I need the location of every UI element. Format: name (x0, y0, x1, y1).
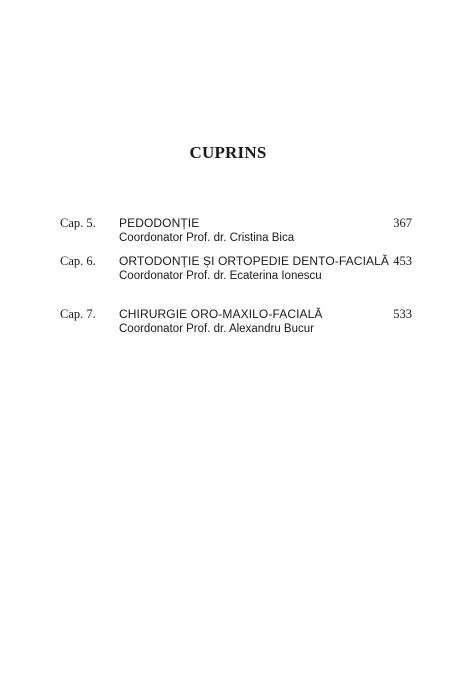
chapter-page-number: 453 (393, 254, 412, 268)
page-title: CUPRINS (189, 143, 267, 162)
toc-entry-cap-6 (60, 254, 412, 290)
chapter-number: Cap. 6. (60, 254, 96, 268)
toc-entry-cap-5 (60, 216, 412, 252)
chapter-number: Cap. 5. (60, 216, 96, 230)
chapter-heading: CHIRURGIE ORO-MAXILO-FACIALĂ (119, 307, 323, 321)
chapter-heading: ORTODONȚIE ȘI ORTOPEDIE DENTO-FACIALĂ (119, 254, 389, 268)
chapter-page-number: 533 (393, 307, 412, 321)
chapter-coordinator: Coordonator Prof. dr. Ecaterina Ionescu (119, 270, 322, 282)
chapter-coordinator: Coordonator Prof. dr. Cristina Bica (119, 232, 295, 244)
chapter-number: Cap. 7. (60, 307, 96, 321)
toc-entry-cap-7 (60, 307, 412, 343)
chapter-coordinator: Coordonator Prof. dr. Alexandru Bucur (119, 323, 314, 335)
chapter-page-number: 367 (393, 216, 412, 230)
chapter-heading: PEDODONȚIE (119, 216, 200, 230)
